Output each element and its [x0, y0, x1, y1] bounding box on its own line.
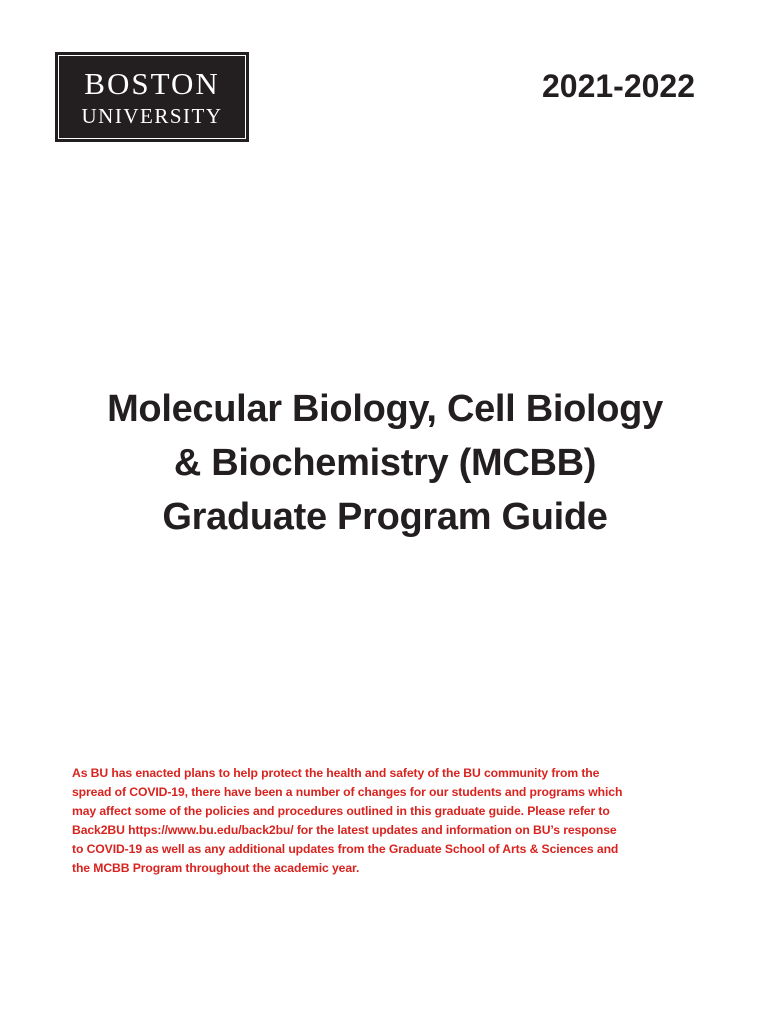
document-title — [40, 382, 730, 544]
title-line: & Biochemistry (MCBB) — [173, 442, 597, 484]
covid-notice — [72, 764, 702, 878]
logo-text-boston: BOSTON — [84, 65, 220, 101]
academic-year: 2021-2022 — [541, 68, 695, 104]
notice-line: may affect some of the policies and procedures outlined in this graduate guide. Please refer to — [72, 804, 610, 818]
title-line: Molecular Biology, Cell Biology — [107, 388, 663, 430]
title-line: Graduate Program Guide — [162, 496, 608, 538]
notice-line: spread of COVID-19, there have been a number of changes for our students and programs which — [72, 785, 623, 799]
logo-frame — [58, 55, 246, 139]
boston-university-logo — [55, 52, 249, 142]
logo-text-university: UNIVERSITY — [81, 103, 223, 128]
notice-line: As BU has enacted plans to help protect the health and safety of the BU community from the — [72, 766, 600, 780]
notice-line: Back2BU https://www.bu.edu/back2bu/ for the latest updates and information on BU’s response — [72, 823, 617, 837]
notice-line: the MCBB Program throughout the academic year. — [72, 861, 360, 875]
notice-line: to COVID-19 as well as any additional updates from the Graduate School of Arts & Sciences and — [72, 842, 619, 856]
